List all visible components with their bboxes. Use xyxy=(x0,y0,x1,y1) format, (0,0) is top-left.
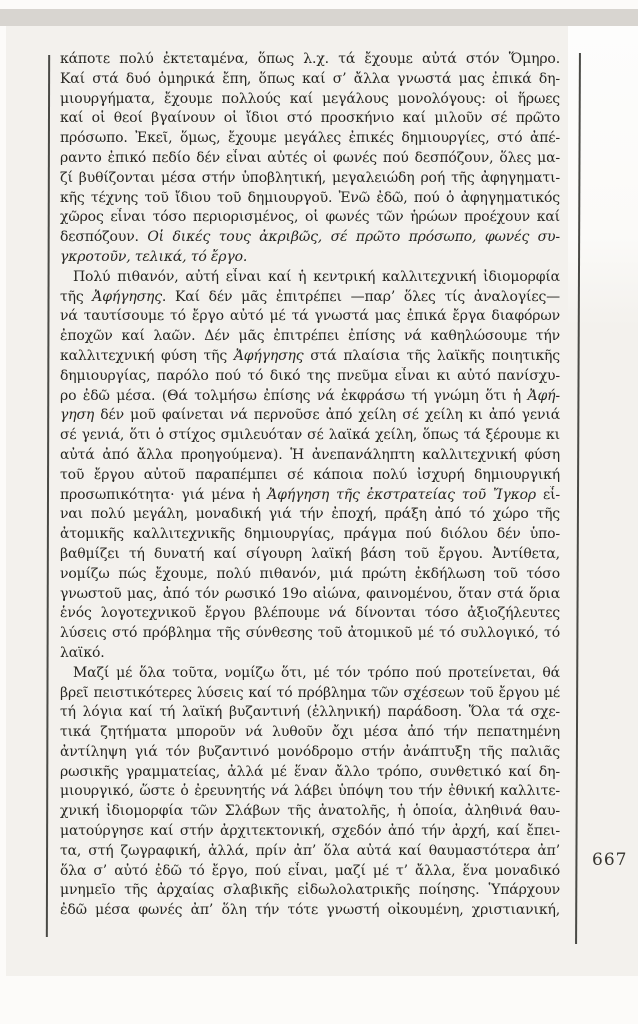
text-line: καλλιτεχνική φύση τῆς Ἀφήγησης στά πλαίσια τῆς λαϊκῆς ποιητικῆς xyxy=(60,347,560,364)
text-line: μιουργήματα, ἔχουμε πολλούς καί μεγάλους μονολόγους: οἱ ἥρωες xyxy=(60,90,560,107)
text-line: καί οἱ θεοί βγαίνουν οἱ ἴδιοι στό προσκήνιο καί μιλοῦν σέ πρῶτο xyxy=(60,110,560,127)
text-line: ραντο ἐπικό πεδίο δέν εἶναι αὐτές οἱ φωνές πού δεσπόζουν, ὅλες μα- xyxy=(60,149,560,166)
text-line: μιουργικό, ὥστε ὁ ἐρευνητής νά λάβει ὑπόψη του τήν ἐθνική καλλιτε- xyxy=(60,783,560,800)
text-line: Μαζί μέ ὅλα τοῦτα, νομίζω ὅτι, μέ τόν τρόπο πού προτείνεται, θά xyxy=(73,664,560,681)
text-line: μνημεῖο τῆς ἀρχαίας σλαβικῆς εἰδωλολατρικῆς ποίησης. Ὑπάρχουν xyxy=(60,882,560,899)
left-margin-rule xyxy=(46,55,50,937)
text-line: ζί βυθίζονται μέσα στήν ὑποβλητική, μεγαλειώδη ροή τῆς ἀφηγηματι- xyxy=(60,169,560,186)
text-line: τα, στή ζωγραφική, ἀλλά, πρίν ἀπ’ ὅλα αὐτά καί θαυμαστότερα ἀπ’ xyxy=(60,842,560,859)
text-line: νομίζω πώς ἔχουμε, πολύ πιθανόν, μιά πρώτη ἐκδήλωση τοῦ τόσο xyxy=(60,565,560,582)
text-line: τικά ζητήματα μποροῦν νά λυθοῦν ὄχι μέσα ἀπό τήν πεπατημένη xyxy=(60,724,560,741)
text-line: Πολύ πιθανόν, αὐτή εἶναι καί ἡ κεντρική καλλιτεχνική ἰδιομορφία xyxy=(73,268,560,285)
text-line: τοῦ ἔργου αὐτοῦ παραπέμπει σέ κάποια πολύ ἰσχυρή δημιουργική xyxy=(60,466,560,483)
text-line: τῆς Ἀφήγησης. Καί δέν μᾶς ἐπιτρέπει —παρ’ ὅλες τίς ἀναλογίες— xyxy=(60,288,560,305)
text-line: δεσπόζουν. Οἱ δικές τους ἀκριβῶς, σέ πρῶτο πρόσωπο, φωνές συ- xyxy=(60,229,560,246)
text-line: Καί στά δυό ὁμηρικά ἔπη, ὅπως καί σ’ ἄλλα γνωστά μας ἐπικά δη- xyxy=(60,70,560,87)
text-line: γηση δέν μοῦ φαίνεται νά περνοῦσε ἀπό χείλη σέ χείλη κι ἀπό γενιά xyxy=(60,407,560,424)
text-line: ὅλα σ’ αὐτό ἐδῶ τό ἔργο, πού εἶναι, μαζί μέ τ’ ἄλλα, ἕνα μοναδικό xyxy=(60,862,560,879)
text-line: ἀντίληψη γιά τόν βυζαντινό μονόδρομο στήν ἀνάπτυξη τῆς παλιᾶς xyxy=(60,743,560,760)
text-line: ἐποχῶν καί λαῶν. Δέν μᾶς ἐπιτρέπει ἐπίσης νά καθηλώσουμε τήν xyxy=(60,328,560,345)
text-line: κάποτε πολύ ἐκτεταμένα, ὅπως λ.χ. τά ἔχουμε αὐτά στόν Ὅμηρο. xyxy=(60,51,560,67)
text-line: ρο ἐδῶ μέσα. (Θά τολμήσω ἐπίσης νά ἐκφράσω τή γνώμη ὅτι ἡ Ἀφή- xyxy=(60,387,560,404)
page-text xyxy=(60,50,560,921)
book-page xyxy=(6,26,638,976)
text-line: νά ταυτίσουμε τό ἔργο αὐτό μέ τά γνωστά μας ἐπικά ἔργα διαφόρων xyxy=(60,308,560,325)
text-line: δημιουργίας, παρόλο πού τό δικό της πνεῦμα εἶναι κι αὐτό πανίσχυ- xyxy=(60,367,560,384)
text-line: βρεῖ πειστικότερες λύσεις καί τό πρόβλημα τῶν σχέσεων τοῦ ἔργου μέ xyxy=(60,684,560,701)
text-line: ναι πολύ μεγάλη, μοναδική γιά τήν ἐποχή, πράξη ἀπό τό χώρο τῆς xyxy=(60,506,560,523)
text-line: χνική ἰδιομορφία τῶν Σλάβων τῆς ἀνατολῆς, ἡ ὁποία, ἀληθινά θαυ- xyxy=(60,803,560,820)
text-line: ἀτομικῆς καλλιτεχνικῆς δημιουργίας, πράγμα πού διόλου δέν ὑπο- xyxy=(60,526,560,543)
text-line: λύσεις στό πρόβλημα τῆς σύνθεσης τοῦ ἀτομικοῦ μέ τό συλλογικό, τό xyxy=(60,625,560,642)
text-line: ἑνός λογοτεχνικοῦ ἔργου βλέπουμε νά δίνονται τόσο ἀξιοζήλευτες xyxy=(60,605,560,622)
text-line: τή λόγια καί τή λαϊκή βυζαντινή (ἑλληνική) παράδοση. Ὅλα τά σχε- xyxy=(60,704,560,721)
text-line: γκροτοῦν, τελικά, τό ἔργο. xyxy=(60,248,248,265)
text-line: βαθμίζει τή δυνατή καί σίγουρη λαϊκή βάση τοῦ ἔργου. Ἀντίθετα, xyxy=(60,545,560,562)
text-line: ἐδῶ μέσα φωνές ἀπ’ ὅλη τήν τότε γνωστή οἰκουμένη, χριστιανική, xyxy=(60,902,560,919)
text-line: γνωστοῦ μας, ἀπό τόν ρωσικό 19ο αἰώνα, φαινομένου, ὅταν στά ὅρια xyxy=(60,585,560,602)
text-line: ματούργησε καί στήν ἀρχιτεκτονική, σχεδόν ἀπό τήν ἀρχή, καί ἔπει- xyxy=(60,823,560,840)
text-line: λαϊκό. xyxy=(60,644,105,661)
text-line: σέ γενιά, ὅτι ὁ στίχος σμιλευόταν σέ λαϊκά χείλη, ὅπως τά ξέρουμε κι xyxy=(60,427,560,444)
text-line: πρόσωπο. Ἐκεῖ, ὅμως, ἔχουμε μεγάλες ἐπικές δημιουργίες, στό ἀπέ- xyxy=(60,130,560,147)
text-line: προσωπικότητα· γιά μένα ἡ Ἀφήγηση τῆς ἐκστρατείας τοῦ Ἴγκορ εἶ- xyxy=(60,486,560,503)
text-line: κῆς τέχνης τοῦ ἴδιου τοῦ δημιουργοῦ. Ἐνῶ ἐδῶ, πού ὁ ἀφηγηματικός xyxy=(60,189,560,206)
scan-top-edge-shadow xyxy=(0,9,638,26)
text-line: χῶρος εἶναι τόσο περιορισμένος, οἱ φωνές τῶν ἡρώων προέχουν καί xyxy=(60,209,560,226)
right-margin-rule xyxy=(575,53,580,944)
text-line: ρωσικῆς γραμματείας, ἀλλά μέ ἕναν ἄλλο τρόπο, συνθετικό καί δη- xyxy=(60,763,560,780)
text-line: αὐτά ἀπό ἄλλα προηγούμενα). Ἡ ἀνεπανάληπτη καλλιτεχνική φύση xyxy=(60,446,560,463)
page-number: 667 xyxy=(592,850,628,870)
